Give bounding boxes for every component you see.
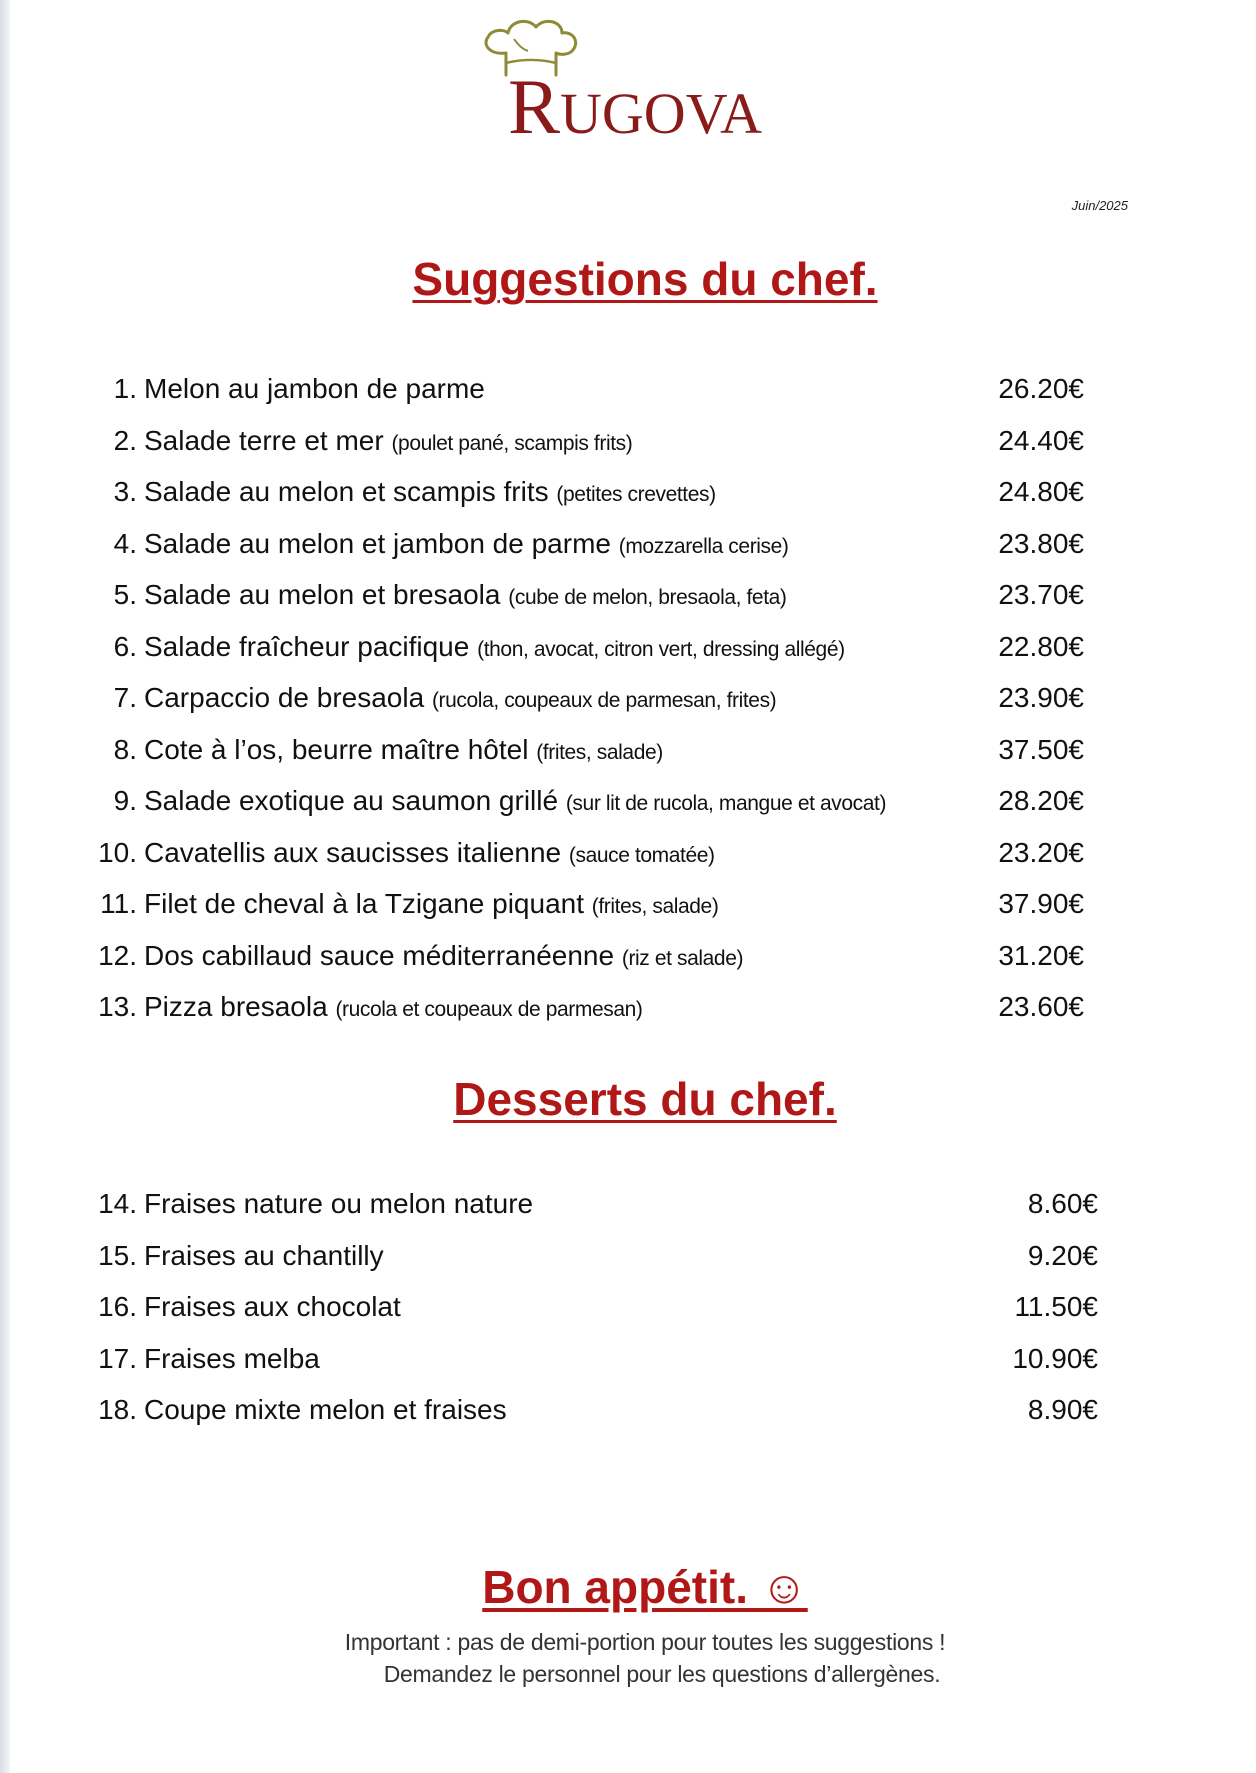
item-name: Salade terre et mer [144,424,384,456]
item-name-line [144,528,789,560]
item-number: 8. [113,733,137,765]
item-price: 10.90€ [1012,1342,1098,1374]
menu-item [0,476,1256,516]
menu-item [0,682,1256,722]
item-description: (frites, salade) [591,895,719,918]
menu-item [0,1343,1256,1383]
item-number: 11. [100,888,137,919]
item-name-line [144,991,643,1023]
item-description: (sur lit de rucola, mangue et avocat) [565,792,887,815]
item-price: 37.90€ [998,888,1084,919]
portion-note: Important : pas de demi-portion pour toutes les suggestions ! [344,1629,946,1655]
menu-item [0,373,1256,413]
menu-item [0,631,1256,671]
item-price: 22.80€ [998,630,1084,662]
item-price: 23.80€ [998,527,1084,559]
item-name-line [144,425,632,457]
item-name-line [144,579,787,611]
menu-item [0,991,1256,1031]
item-price: 11.50€ [1014,1291,1098,1322]
menu-item [0,837,1256,877]
item-description: (rucola et coupeaux de parmesan) [335,998,643,1021]
item-description: (riz et salade) [621,946,744,970]
item-name: Dos cabillaud sauce méditerranéenne [144,939,615,971]
item-name-line [144,1240,384,1272]
item-name-line [144,1291,401,1323]
restaurant-logo: RUGOVA [508,63,762,150]
menu-item [0,528,1256,568]
item-price: 26.20€ [998,373,1084,404]
menu-item [0,425,1256,465]
item-description: (frites, salade) [536,740,663,764]
menu-item [0,1240,1256,1280]
item-number: 1. [113,373,137,404]
item-number: 6. [113,630,137,662]
item-price: 24.80€ [998,476,1084,507]
item-name: Coupe mixte melon et fraises [144,1394,507,1425]
item-description: (sauce tomatée) [568,843,715,867]
item-price: 28.20€ [998,785,1084,816]
item-description: (cube de melon, bresaola, feta) [508,586,787,609]
item-description: (thon, avocat, citron vert, dressing allégé) [477,637,845,661]
item-price: 8.60€ [1027,1188,1098,1219]
item-number: 10. [98,836,137,868]
item-name: Fraises melba [144,1342,320,1374]
item-name: Fraises au chantilly [144,1239,384,1271]
item-price: 23.70€ [998,579,1084,610]
item-number: 7. [113,682,137,713]
desserts-heading: Desserts du chef. [453,1073,837,1125]
menu-item [0,579,1256,619]
item-price: 24.40€ [998,424,1084,456]
item-name-line [144,888,718,920]
item-description: (petites crevettes) [556,483,716,506]
item-number: 18. [98,1394,137,1425]
menu-item [0,785,1256,825]
item-number: 17. [98,1342,137,1374]
item-number: 2. [113,424,137,456]
item-number: 4. [113,527,137,559]
item-name: Fraises aux chocolat [144,1291,401,1322]
item-name: Carpaccio de bresaola [144,682,425,713]
item-description: (poulet pané, scampis frits) [391,431,633,455]
item-name: Filet de cheval à la Tzigane piquant [144,888,584,919]
item-name-line [144,1188,533,1220]
item-name: Salade au melon et jambon de parme [144,527,611,559]
suggestions-heading: Suggestions du chef. [412,253,878,305]
item-number: 3. [113,476,137,507]
menu-item [0,1394,1256,1434]
item-name-line [144,1343,320,1375]
item-description: (rucola, coupeaux de parmesan, frites) [431,689,777,712]
closing-message: Bon appétit. ☺ [482,1561,808,1613]
menu-item [0,888,1256,928]
item-price: 23.90€ [998,682,1084,713]
item-number: 13. [98,991,137,1022]
menu-item [0,940,1256,980]
menu-item [0,734,1256,774]
item-name-line [144,476,716,508]
item-number: 12. [98,939,137,971]
item-name: Melon au jambon de parme [144,373,485,404]
menu-item [0,1188,1256,1228]
item-price: 8.90€ [1027,1394,1098,1425]
item-number: 5. [113,579,137,610]
item-name-line [144,837,715,869]
item-description: (mozzarella cerise) [618,534,789,558]
item-number: 9. [113,785,137,816]
menu-item [0,1291,1256,1331]
item-name-line [144,940,743,972]
allergen-note: Demandez le personnel pour les questions d’allergènes. [383,1661,941,1687]
item-price: 31.20€ [998,939,1084,971]
item-number: 15. [98,1239,137,1271]
item-number: 16. [98,1291,137,1322]
item-name-line [144,1394,507,1426]
item-name: Salade fraîcheur pacifique [144,630,470,662]
item-name: Fraises nature ou melon nature [144,1188,534,1219]
item-name: Cavatellis aux saucisses italienne [144,836,562,868]
item-name-line [144,373,485,405]
item-name: Salade au melon et scampis frits [144,476,549,507]
item-price: 23.20€ [998,836,1084,868]
item-name: Pizza bresaola [144,991,328,1022]
item-name-line [144,734,663,766]
item-name-line [144,682,776,714]
item-name-line [144,785,886,817]
item-price: 23.60€ [998,991,1084,1022]
item-name: Salade exotique au saumon grillé [144,785,559,816]
menu-date: Juin/2025 [1071,198,1128,213]
item-number: 14. [98,1188,137,1219]
item-name-line [144,631,845,663]
item-price: 37.50€ [998,733,1084,765]
item-name: Salade au melon et bresaola [144,579,501,610]
item-price: 9.20€ [1027,1239,1098,1271]
item-name: Cote à l’os, beurre maître hôtel [144,733,529,765]
